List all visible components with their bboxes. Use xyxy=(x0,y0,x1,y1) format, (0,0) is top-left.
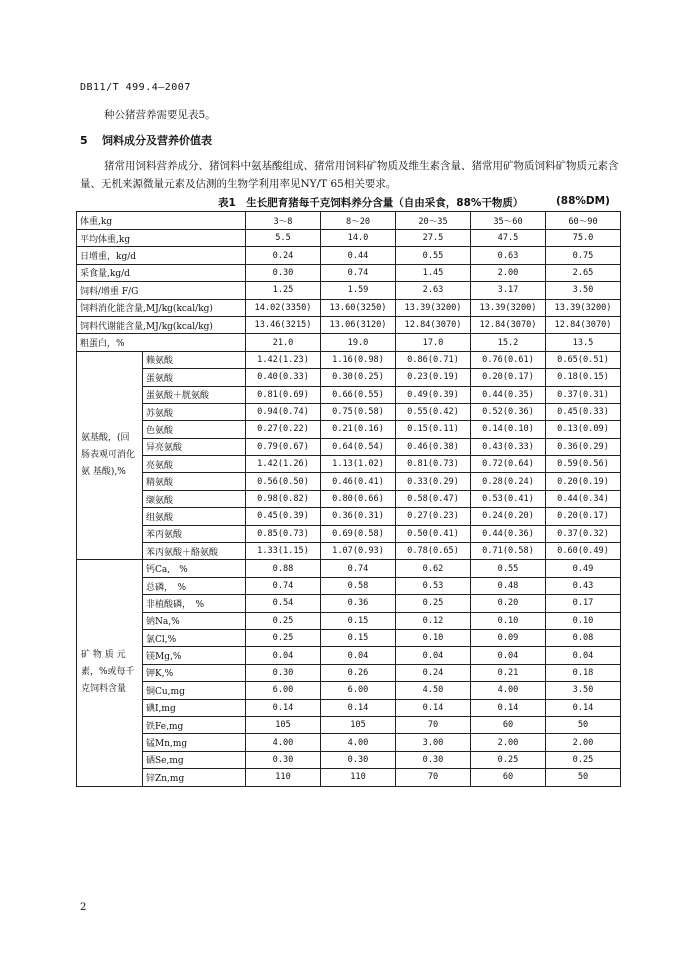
value-cell: 0.23(0.19) xyxy=(396,369,471,386)
value-cell: 0.43 xyxy=(546,577,621,594)
row-label-cell: 精氨酸 xyxy=(143,473,246,490)
value-cell: 1.13(1.02) xyxy=(321,456,396,473)
value-cell: 0.58(0.47) xyxy=(396,490,471,507)
header-column-cell: 3～8 xyxy=(246,212,321,230)
value-cell: 2.65 xyxy=(546,264,621,281)
value-cell: 0.25 xyxy=(246,629,321,646)
value-cell: 1.42(1.23) xyxy=(246,351,321,368)
table-row xyxy=(77,699,621,716)
value-cell: 0.81(0.69) xyxy=(246,386,321,403)
value-cell: 0.53 xyxy=(396,577,471,594)
table-row xyxy=(77,647,621,664)
value-cell: 0.48 xyxy=(471,577,546,594)
value-cell: 0.36(0.31) xyxy=(321,508,396,525)
table-row xyxy=(77,334,621,351)
value-cell: 0.37(0.32) xyxy=(546,525,621,542)
row-label-cell: 钙Ca, % xyxy=(143,560,246,577)
row-label-cell: 碘I,mg xyxy=(143,699,246,716)
value-cell: 50 xyxy=(546,769,621,786)
row-label-cell: 色氨酸 xyxy=(143,421,246,438)
value-cell: 0.43(0.33) xyxy=(471,438,546,455)
value-cell: 0.27(0.23) xyxy=(396,508,471,525)
value-cell: 0.59(0.56) xyxy=(546,456,621,473)
value-cell: 0.09 xyxy=(471,629,546,646)
value-cell: 110 xyxy=(321,769,396,786)
value-cell: 0.71(0.58) xyxy=(471,543,546,560)
value-cell: 0.14 xyxy=(246,699,321,716)
value-cell: 0.80(0.66) xyxy=(321,490,396,507)
value-cell: 13.39(3200) xyxy=(471,299,546,316)
mineral-group-label-cell: 矿 物 质 元素，%或每千克饲料含量 xyxy=(77,560,143,786)
value-cell: 3.50 xyxy=(546,282,621,299)
value-cell: 0.86(0.71) xyxy=(396,351,471,368)
value-cell: 14.02(3350) xyxy=(246,299,321,316)
value-cell: 0.55 xyxy=(396,247,471,264)
row-label-cell: 平均体重,kg xyxy=(77,230,246,247)
value-cell: 0.55(0.42) xyxy=(396,403,471,420)
value-cell: 0.30(0.25) xyxy=(321,369,396,386)
value-cell: 0.85(0.73) xyxy=(246,525,321,542)
page-number: 2 xyxy=(80,902,87,913)
table-row xyxy=(77,386,621,403)
table-row xyxy=(77,351,621,368)
value-cell: 60 xyxy=(471,716,546,733)
value-cell: 0.14 xyxy=(396,699,471,716)
table-row xyxy=(77,230,621,247)
value-cell: 75.0 xyxy=(546,230,621,247)
value-cell: 0.58 xyxy=(321,577,396,594)
value-cell: 105 xyxy=(246,716,321,733)
value-cell: 0.15 xyxy=(321,629,396,646)
value-cell: 4.00 xyxy=(246,734,321,751)
table-row xyxy=(77,734,621,751)
value-cell: 0.36 xyxy=(321,595,396,612)
value-cell: 0.56(0.50) xyxy=(246,473,321,490)
value-cell: 0.40(0.33) xyxy=(246,369,321,386)
value-cell: 13.39(3200) xyxy=(396,299,471,316)
value-cell: 1.59 xyxy=(321,282,396,299)
value-cell: 13.5 xyxy=(546,334,621,351)
table-row xyxy=(77,403,621,420)
value-cell: 0.04 xyxy=(321,647,396,664)
value-cell: 0.46(0.38) xyxy=(396,438,471,455)
value-cell: 0.30 xyxy=(246,264,321,281)
value-cell: 0.20(0.19) xyxy=(546,473,621,490)
value-cell: 3.00 xyxy=(396,734,471,751)
table-row xyxy=(77,247,621,264)
value-cell: 0.14(0.10) xyxy=(471,421,546,438)
value-cell: 0.20(0.17) xyxy=(546,508,621,525)
value-cell: 0.04 xyxy=(396,647,471,664)
value-cell: 13.39(3200) xyxy=(546,299,621,316)
value-cell: 110 xyxy=(246,769,321,786)
value-cell: 17.0 xyxy=(396,334,471,351)
value-cell: 0.18(0.15) xyxy=(546,369,621,386)
value-cell: 2.63 xyxy=(396,282,471,299)
body-paragraph: 猪常用饲料营养成分、猪饲料中氨基酸组成、猪常用饲料矿物质及维生素含量、猪常用矿物质饲料矿物质元素含量、无机来源微量元素及估测的生物学利用率见NY/T 65相关要求。 xyxy=(80,160,619,190)
value-cell: 0.53(0.41) xyxy=(471,490,546,507)
value-cell: 0.25 xyxy=(471,751,546,768)
row-label-cell: 硒Se,mg xyxy=(143,751,246,768)
value-cell: 0.75(0.58) xyxy=(321,403,396,420)
value-cell: 0.14 xyxy=(546,699,621,716)
value-cell: 0.14 xyxy=(471,699,546,716)
row-label-cell: 苯丙氨酸＋酪氨酸 xyxy=(143,543,246,560)
value-cell: 0.88 xyxy=(246,560,321,577)
value-cell: 0.17 xyxy=(546,595,621,612)
value-cell: 0.14 xyxy=(321,699,396,716)
value-cell: 6.00 xyxy=(246,682,321,699)
value-cell: 0.15(0.11) xyxy=(396,421,471,438)
value-cell: 0.94(0.74) xyxy=(246,403,321,420)
value-cell: 0.27(0.22) xyxy=(246,421,321,438)
table-row xyxy=(77,560,621,577)
value-cell: 5.5 xyxy=(246,230,321,247)
row-label-cell: 粗蛋白，% xyxy=(77,334,246,351)
value-cell: 0.46(0.41) xyxy=(321,473,396,490)
value-cell: 15.2 xyxy=(471,334,546,351)
value-cell: 0.74 xyxy=(246,577,321,594)
value-cell: 0.04 xyxy=(246,647,321,664)
standard-number: DB11/T 499.4—2007 xyxy=(80,82,191,93)
row-label-cell: 锌Zn,mg xyxy=(143,769,246,786)
value-cell: 0.26 xyxy=(321,664,396,681)
section-heading xyxy=(80,132,212,148)
value-cell: 0.55 xyxy=(471,560,546,577)
value-cell: 0.60(0.49) xyxy=(546,543,621,560)
value-cell: 19.0 xyxy=(321,334,396,351)
value-cell: 0.10 xyxy=(471,612,546,629)
value-cell: 0.74 xyxy=(321,560,396,577)
value-cell: 0.21 xyxy=(471,664,546,681)
row-label-cell: 钾K,% xyxy=(143,664,246,681)
value-cell: 1.07(0.93) xyxy=(321,543,396,560)
table-row xyxy=(77,543,621,560)
value-cell: 0.76(0.61) xyxy=(471,351,546,368)
value-cell: 4.00 xyxy=(471,682,546,699)
value-cell: 13.60(3250) xyxy=(321,299,396,316)
value-cell: 12.84(3070) xyxy=(396,316,471,333)
value-cell: 0.24 xyxy=(246,247,321,264)
row-label-cell: 饲料代谢能含量,MJ/kg(kcal/kg) xyxy=(77,316,246,333)
value-cell: 4.00 xyxy=(321,734,396,751)
value-cell: 1.33(1.15) xyxy=(246,543,321,560)
header-column-cell: 35～60 xyxy=(471,212,546,230)
value-cell: 0.10 xyxy=(396,629,471,646)
value-cell: 3.17 xyxy=(471,282,546,299)
value-cell: 0.44(0.36) xyxy=(471,525,546,542)
row-label-cell: 组氨酸 xyxy=(143,508,246,525)
value-cell: 1.16(0.98) xyxy=(321,351,396,368)
value-cell: 0.30 xyxy=(321,751,396,768)
value-cell: 0.20 xyxy=(471,595,546,612)
value-cell: 0.45(0.39) xyxy=(246,508,321,525)
table-row xyxy=(77,629,621,646)
row-label-cell: 赖氨酸 xyxy=(143,351,246,368)
row-label-cell: 饲料/增重 F/G xyxy=(77,282,246,299)
table-row xyxy=(77,612,621,629)
header-column-cell: 60～90 xyxy=(546,212,621,230)
value-cell: 0.30 xyxy=(246,664,321,681)
value-cell: 0.79(0.67) xyxy=(246,438,321,455)
value-cell: 0.28(0.24) xyxy=(471,473,546,490)
header-column-cell: 8～20 xyxy=(321,212,396,230)
row-label-cell: 日增重，kg/d xyxy=(77,247,246,264)
value-cell: 13.46(3215) xyxy=(246,316,321,333)
value-cell: 47.5 xyxy=(471,230,546,247)
value-cell: 0.72(0.64) xyxy=(471,456,546,473)
row-label-cell: 蛋氨酸 xyxy=(143,369,246,386)
section-title: 饲料成分及营养价值表 xyxy=(102,134,212,147)
value-cell: 1.25 xyxy=(246,282,321,299)
value-cell: 12.84(3070) xyxy=(471,316,546,333)
row-label-cell: 镁Mg,% xyxy=(143,647,246,664)
value-cell: 0.44 xyxy=(321,247,396,264)
value-cell: 0.66(0.55) xyxy=(321,386,396,403)
value-cell: 2.00 xyxy=(546,734,621,751)
value-cell: 13.06(3120) xyxy=(321,316,396,333)
header-label-cell: 体重,kg xyxy=(77,212,246,230)
value-cell: 0.64(0.54) xyxy=(321,438,396,455)
value-cell: 0.52(0.36) xyxy=(471,403,546,420)
section-number: 5 xyxy=(80,134,88,147)
value-cell: 0.75 xyxy=(546,247,621,264)
value-cell: 0.44(0.34) xyxy=(546,490,621,507)
value-cell: 0.36(0.29) xyxy=(546,438,621,455)
value-cell: 0.33(0.29) xyxy=(396,473,471,490)
row-label-cell: 铁Fe,mg xyxy=(143,716,246,733)
table-row xyxy=(77,664,621,681)
value-cell: 0.54 xyxy=(246,595,321,612)
value-cell: 0.37(0.31) xyxy=(546,386,621,403)
table-row xyxy=(77,595,621,612)
header-column-cell: 20～35 xyxy=(396,212,471,230)
value-cell: 0.04 xyxy=(471,647,546,664)
value-cell: 70 xyxy=(396,769,471,786)
row-label-cell: 采食量,kg/d xyxy=(77,264,246,281)
row-label-cell: 铜Cu,mg xyxy=(143,682,246,699)
value-cell: 0.63 xyxy=(471,247,546,264)
row-label-cell: 总磷， % xyxy=(143,577,246,594)
table-row xyxy=(77,299,621,316)
value-cell: 0.74 xyxy=(321,264,396,281)
row-label-cell: 氯Cl,% xyxy=(143,629,246,646)
value-cell: 0.25 xyxy=(246,612,321,629)
row-label-cell: 钠Na,% xyxy=(143,612,246,629)
value-cell: 21.0 xyxy=(246,334,321,351)
table-row xyxy=(77,577,621,594)
value-cell: 0.98(0.82) xyxy=(246,490,321,507)
value-cell: 1.45 xyxy=(396,264,471,281)
row-label-cell: 非植酸磷， % xyxy=(143,595,246,612)
value-cell: 0.13(0.09) xyxy=(546,421,621,438)
value-cell: 50 xyxy=(546,716,621,733)
row-label-cell: 苯丙氨酸 xyxy=(143,525,246,542)
table-caption-note: (88%DM) xyxy=(556,195,610,207)
value-cell: 0.21(0.16) xyxy=(321,421,396,438)
value-cell: 6.00 xyxy=(321,682,396,699)
value-cell: 0.10 xyxy=(546,612,621,629)
table-header-row xyxy=(77,212,621,230)
table-row xyxy=(77,456,621,473)
value-cell: 0.78(0.65) xyxy=(396,543,471,560)
value-cell: 0.44(0.35) xyxy=(471,386,546,403)
value-cell: 0.25 xyxy=(396,595,471,612)
value-cell: 3.50 xyxy=(546,682,621,699)
value-cell: 1.42(1.26) xyxy=(246,456,321,473)
value-cell: 0.81(0.73) xyxy=(396,456,471,473)
value-cell: 0.20(0.17) xyxy=(471,369,546,386)
value-cell: 0.24(0.20) xyxy=(471,508,546,525)
table-row xyxy=(77,421,621,438)
row-label-cell: 亮氨酸 xyxy=(143,456,246,473)
value-cell: 0.18 xyxy=(546,664,621,681)
value-cell: 0.69(0.58) xyxy=(321,525,396,542)
value-cell: 14.0 xyxy=(321,230,396,247)
amino-group-label-cell: 氨基酸，(回肠表观可消化 氨 基酸),% xyxy=(77,351,143,560)
row-label-cell: 饲料消化能含量,MJ/kg(kcal/kg) xyxy=(77,299,246,316)
value-cell: 0.04 xyxy=(546,647,621,664)
row-label-cell: 缬氨酸 xyxy=(143,490,246,507)
table-row xyxy=(77,716,621,733)
value-cell: 60 xyxy=(471,769,546,786)
table-row xyxy=(77,751,621,768)
table-row xyxy=(77,490,621,507)
value-cell: 0.65(0.51) xyxy=(546,351,621,368)
value-cell: 70 xyxy=(396,716,471,733)
table-row xyxy=(77,769,621,786)
table-caption: 表1 生长肥育猪每千克饲料养分含量（自由采食，88%干物质） xyxy=(218,197,524,209)
row-label-cell: 蛋氨酸＋胱氨酸 xyxy=(143,386,246,403)
table-row xyxy=(77,369,621,386)
value-cell: 0.62 xyxy=(396,560,471,577)
nutrient-table xyxy=(76,211,621,787)
value-cell: 2.00 xyxy=(471,734,546,751)
value-cell: 0.30 xyxy=(246,751,321,768)
value-cell: 105 xyxy=(321,716,396,733)
table-row xyxy=(77,525,621,542)
table-row xyxy=(77,264,621,281)
value-cell: 4.50 xyxy=(396,682,471,699)
row-label-cell: 苏氨酸 xyxy=(143,403,246,420)
value-cell: 0.49(0.39) xyxy=(396,386,471,403)
value-cell: 0.45(0.33) xyxy=(546,403,621,420)
table-row xyxy=(77,473,621,490)
value-cell: 27.5 xyxy=(396,230,471,247)
value-cell: 0.30 xyxy=(396,751,471,768)
value-cell: 2.00 xyxy=(471,264,546,281)
value-cell: 0.15 xyxy=(321,612,396,629)
value-cell: 0.25 xyxy=(546,751,621,768)
value-cell: 0.08 xyxy=(546,629,621,646)
row-label-cell: 锰Mn,mg xyxy=(143,734,246,751)
value-cell: 0.49 xyxy=(546,560,621,577)
value-cell: 0.50(0.41) xyxy=(396,525,471,542)
table-row xyxy=(77,282,621,299)
value-cell: 0.12 xyxy=(396,612,471,629)
row-label-cell: 异亮氨酸 xyxy=(143,438,246,455)
value-cell: 0.24 xyxy=(396,664,471,681)
table-row xyxy=(77,682,621,699)
table-row xyxy=(77,438,621,455)
intro-text: 种公猪营养需要见表5。 xyxy=(104,109,216,121)
table-row xyxy=(77,316,621,333)
value-cell: 12.84(3070) xyxy=(546,316,621,333)
table-row xyxy=(77,508,621,525)
